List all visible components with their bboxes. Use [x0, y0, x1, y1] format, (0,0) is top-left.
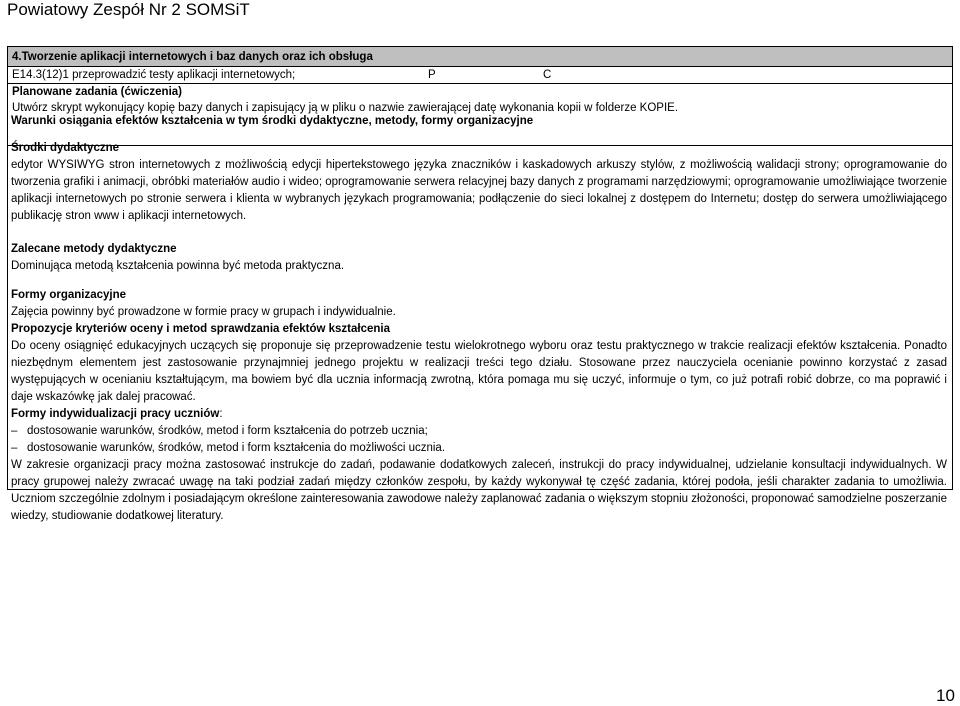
objective-row	[12, 67, 952, 83]
list-item-text: dostosowanie warunków, środków, metod i form kształcenia do możliwości ucznia.	[27, 442, 446, 454]
content-body	[11, 113, 947, 525]
forms-text: Zajęcia powinny być prowadzone w formie pracy w grupach i indywidualnie.	[11, 306, 396, 318]
individualization-heading-line	[11, 406, 947, 423]
individualization-heading: Formy indywidualizacji pracy uczniów	[11, 408, 220, 420]
list-item	[11, 423, 947, 440]
objective-text: E14.3(12)1 przeprowadzić testy aplikacji internetowych;	[12, 69, 296, 81]
assessment-heading: Propozycje kryteriów oceny i metod sprawdzania efektów kształcenia	[11, 323, 390, 335]
page-number: 10	[936, 686, 955, 705]
task-text: Utwórz skrypt wykonujący kopię bazy danych i zapisujący ją w pliku o nazwie zawierającej datę wykonania kopii w folderze KOPIE.	[12, 102, 679, 114]
page-header: Powiatowy Zespół Nr 2 SOMSiT	[7, 0, 250, 19]
section-title: 4.Tworzenie aplikacji internetowych i baz danych oraz ich obsługa	[8, 47, 952, 67]
tasks-heading: Planowane zadania (ćwiczenia)	[12, 86, 182, 98]
forms-heading: Formy organizacyjne	[11, 289, 127, 301]
means-heading: Środki dydaktyczne	[11, 142, 120, 154]
closing-text: W zakresie organizacji pracy można zastosować instrukcje do zadań, podawanie dodatkowych zaleceń, instrukcji do pracy indywidualnej, udzielanie konsultacji indywidualnych. W pracy grupowej należy zwracać uwagę na taki podział zadań między członków zespołu, by każdy wykonywał tę część zadania, której podoła, jeśli charakter zadania to umożliwia. Uczniom szczególnie zdolnym i posiadającym określone zainteresowania zawodowe należy zaplanować zadania o większym stopniu złożoności, proponować samodzielne poszerzanie wiedzy, studiowanie dodatkowej literatury.	[11, 459, 947, 522]
grid-divider	[8, 83, 952, 84]
individualization-colon: :	[219, 408, 223, 420]
column-c: C	[543, 69, 552, 81]
means-text: edytor WYSIWYG stron internetowych z możliwością edycji hipertekstowego języka znaczników i kaskadowych arkuszy stylów, z możliwością walidacji strony; oprogramowanie do tworzenia grafiki i animacji, obróbki materiałów audio i wideo; oprogramowanie serwera relacyjnej bazy danych z programami narzędziowymi; oprogramowanie umożliwiające tworzenie aplikacji internetowych po stronie serwera i klienta w wybranych językach programowania; podłączenie do sieci lokalnej z dostępem do Internetu; dostęp do serwera umożliwiającego publikację stron www i aplikacji internetowych.	[11, 159, 947, 222]
methods-text: Dominująca metodą kształcenia powinna być metoda praktyczna.	[11, 260, 345, 272]
dash-icon: –	[11, 425, 18, 437]
list-item	[11, 440, 947, 457]
column-p: P	[428, 69, 436, 81]
dash-icon: –	[11, 442, 18, 454]
conditions-heading: Warunki osiągania efektów kształcenia w tym środki dydaktyczne, metody, formy organizacyjne	[11, 115, 534, 127]
assessment-text: Do oceny osiągnięć edukacyjnych uczących się proponuje się przeprowadzenie testu wielokrotnego wyboru oraz testu praktycznego w trakcie realizacji efektów kształcenia. Ponadto niezbędnym elementem jest zastosowanie przynajmniej jednego projektu w realizacji treści tego działu. Stosowane przez nauczyciela ocenianie powinno korzystać z zasad występujących w ocenianiu kształtującym, ma bowiem być dla ucznia informacją zwrotną, która pomaga mu się uczyć, informuje o tym, co już potrafi robić dobrze, co ma poprawić i daje wskazówkę jak dalej pracować.	[11, 340, 947, 403]
list-item-text: dostosowanie warunków, środków, metod i form kształcenia do potrzeb ucznia;	[27, 425, 428, 437]
methods-heading: Zalecane metody dydaktyczne	[11, 243, 177, 255]
